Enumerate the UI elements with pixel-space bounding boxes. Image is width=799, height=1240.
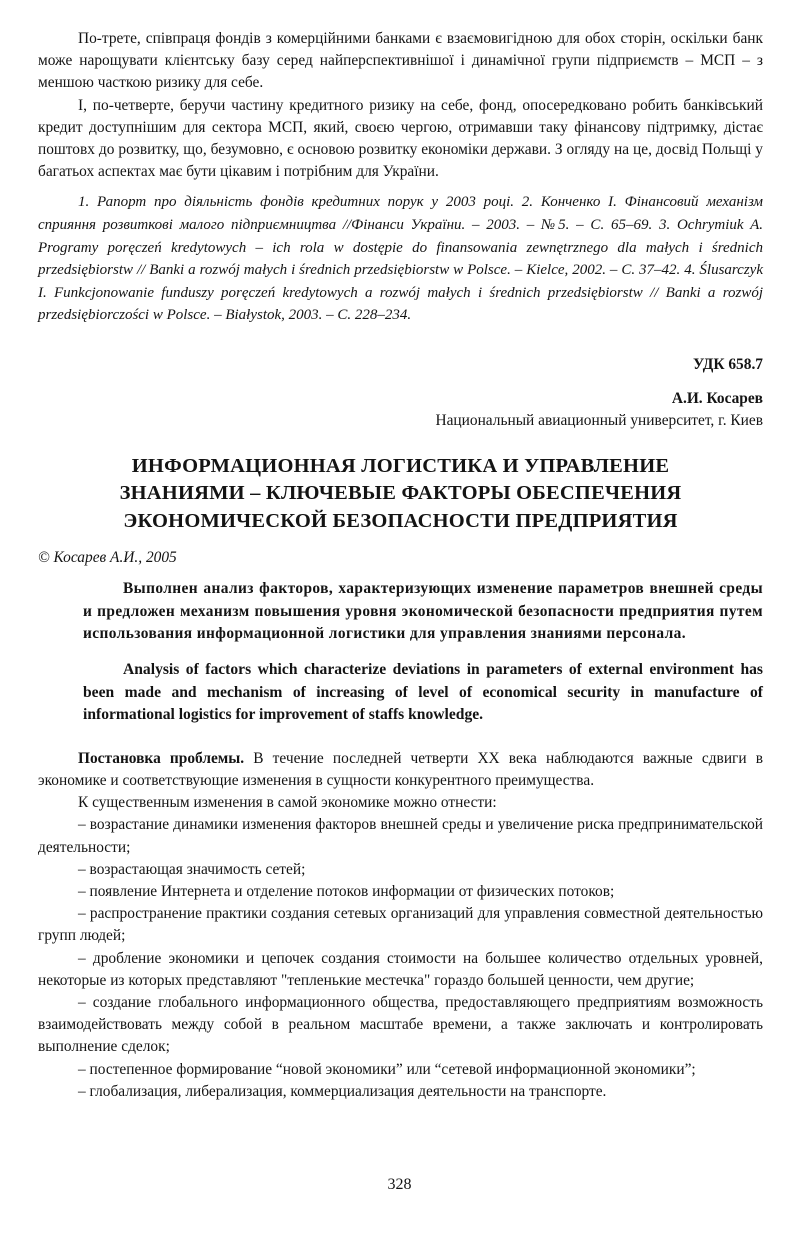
list-item: – глобализация, либерализация, коммерциализация деятельности на транспорте. [78, 1082, 607, 1100]
copyright: © Косарев А.И., 2005 [38, 549, 177, 567]
page-content [38, 28, 763, 1103]
paragraph-third-point: По-трете, співпраця фондів з комерційними банками є взаємовигідною для обох сторін, оскільки банк може нарощувати клієнтську базу серед найперспективнішої і динамічної групи підприємств – МСП – з меншою часткою ризику для себе. [38, 30, 763, 92]
author-name: А.И. Косарев [671, 390, 763, 408]
list-item: – возрастающая значимость сетей; [78, 860, 306, 878]
list-intro: К существенным изменения в самой экономике можно отнести: [78, 794, 497, 812]
title-line: ЭКОНОМИЧЕСКОЙ БЕЗОПАСНОСТИ ПРЕДПРИЯТИЯ [123, 509, 678, 532]
list-item: – появление Интернета и отделение потоков информации от физических потоков; [78, 882, 615, 900]
problem-statement-heading: Постановка проблемы. [78, 749, 245, 767]
body-section [38, 748, 763, 1103]
list-item: – постепенное формирование “новой экономики” или “сетевой информационной экономики”; [78, 1060, 696, 1078]
page-number: 328 [387, 1176, 412, 1193]
list-item: – дробление экономики и цепочек создания стоимости на большее количество отдельных уровней, некоторые из которых представляют "тепленькие местечка" гораздо большей ценности, чем другие; [38, 949, 763, 989]
list-item: – распространение практики создания сетевых организаций для управления совместной деятельностью групп людей; [38, 905, 763, 945]
title-line: ИНФОРМАЦИОННАЯ ЛОГИСТИКА И УПРАВЛЕНИЕ [131, 454, 670, 477]
problem-statement [38, 748, 763, 792]
udc-code: УДК 658.7 [693, 355, 763, 373]
paragraph-fourth-point: І, по-четверте, беручи частину кредитного ризику на себе, фонд, опосередковано робить банківський кредит доступнішим для сектора МСП, який, своєю чергою, отримавши таку фінансову підтримку, дістає поштовх до розвитку, що, безумовно, є основою розвитку економіки держави. З огляду на це, досвід Польщі у багатьох аспектах має бути цікавим і потрібним для України. [38, 96, 763, 181]
author-affiliation: Национальный авиационный университет, г. Киев [435, 412, 763, 430]
article-title [38, 453, 763, 536]
list-item: – создание глобального информационного общества, предоставляющего предприятиям возможность взаимодействовать между собой в реальном масштабе времени, а также заключать и контролировать выполнение сделок; [38, 993, 763, 1056]
title-line: ЗНАНИЯМИ – КЛЮЧЕВЫЕ ФАКТОРЫ ОБЕСПЕЧЕНИЯ [119, 482, 682, 505]
list-item: – возрастание динамики изменения факторов внешней среды и увеличение риска предпринимательской деятельности; [38, 816, 763, 856]
problem-statement-text: В течение последней четверти ХХ века наблюдаются важные сдвиги в экономике и соответствующие изменения в сущности конкурентного преимущества. [38, 749, 764, 789]
abstract-russian: Выполнен анализ факторов, характеризующих изменение параметров внешней среды и предложен механизм повышения уровня экономической безопасности предприятия путем использования информационной логистики для управления знаниями персонала. [83, 580, 763, 642]
abstract-english: Analysis of factors which characterize deviations in parameters of external environment has been made and mechanism of increasing of level of economical security in manufacture of informational logistics for improvement of staffs knowledge. [83, 660, 763, 724]
references: 1. Рапорт про діяльність фондів кредитних порук у 2003 році. 2. Конченко І. Фінансовий механізм сприяння розвиткові малого підприємництва //Фінанси України. – 2003. – №5. – С. 65–69. 3. Ochrymiuk A. Programy poręczeń kredytowych – ich rola w dostępie do finansowania zewnętrznego dla małych i średnich przedsiębiorstw // Banki a rozwój małych i średnich przedsiębiorstw w Polsce. – Kielce, 2002. – С. 37–42. 4. Ślusarczyk I. Funkcjonowanie funduszy poręczeń kredytowych a rozwój małych i średnich przedsiębiorstw // Banki a rozwój przedsiębiorczości w Polsce. – Białystok, 2003. – С. 228–234. [38, 194, 763, 324]
